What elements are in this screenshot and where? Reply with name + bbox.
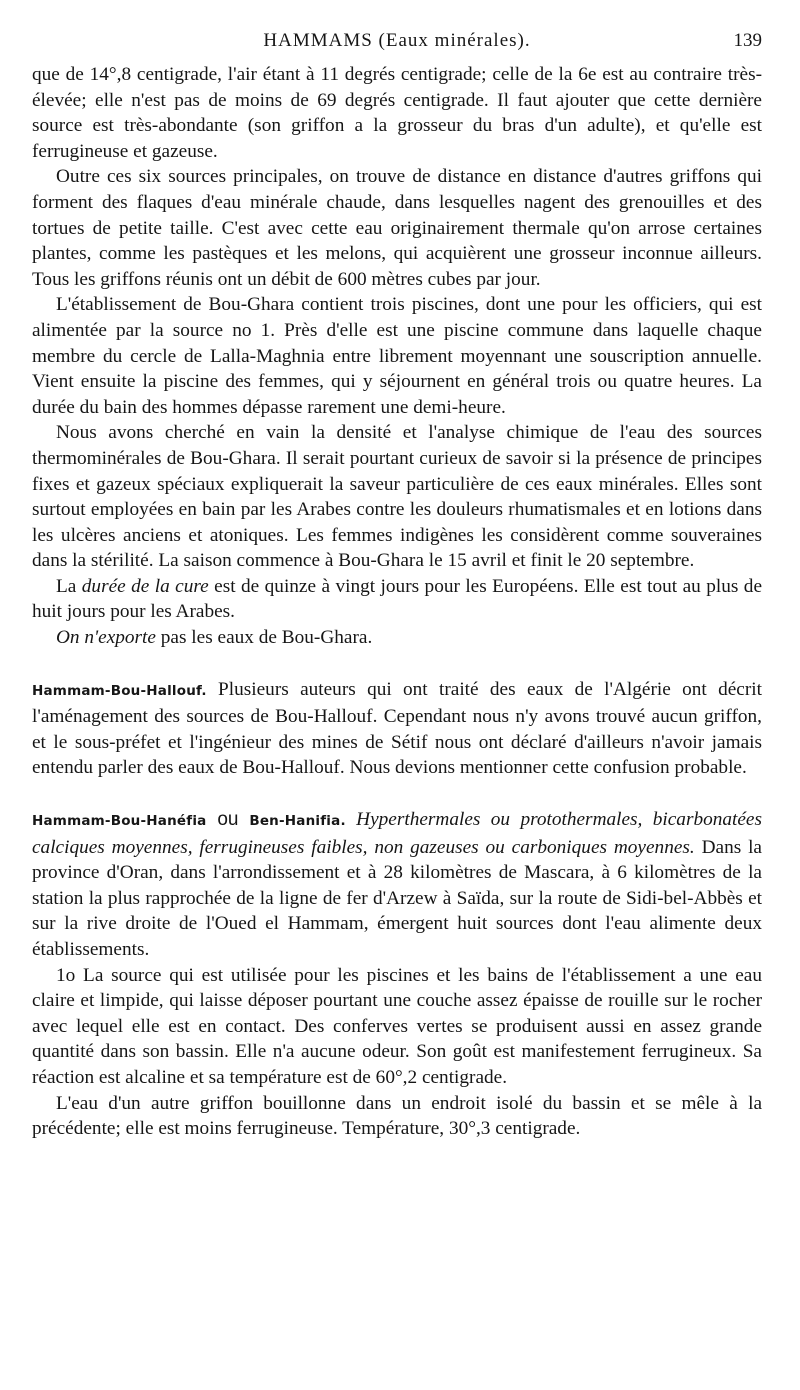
entry-classification: Hyperthermales ou protothermales, bicarbonatées calciques moyennes, ferrugineuses faibles, non gazeuses ou carboniques moyennes. [32, 809, 762, 858]
entry-title-alt: Ben-Hanifia. [249, 813, 346, 830]
paragraph-duree-cure [32, 574, 762, 625]
text-segment: est de quinze à vingt jours pour les Européens. Elle est tout au plus de huit jours pour les Arabes. [32, 575, 762, 623]
paragraph-export [32, 625, 762, 651]
entry-title: Hammam-Bou-Hanéfia [32, 813, 207, 830]
entry-bou-hallouf [32, 677, 762, 781]
entry-title: Hammam-Bou-Hallouf. [32, 682, 207, 699]
paragraph-griffons: Outre ces six sources principales, on trouve de distance en distance d'autres griffons qui forment des flaques d'eau minérale chaude, dans lesquelles nagent des grenouilles et des tortues de petite taille. C'est avec cette eau originairement thermale qu'on arrose certaines plantes, comme les pastèques et les melons, qui acquièrent une grosseur inconnue ailleurs. Tous les griffons réunis ont un débit de 600 mètres cubes par jour. [32, 166, 762, 290]
paragraph-analyse: Nous avons cherché en vain la densité et l'analyse chimique de l'eau des sources thermominérales de Bou-Ghara. Il serait pourtant curieux de savoir si la présence de principes fixes et gazeux spéciaux expliquerait la saveur particulière de ces eaux minérales. Elles sont surtout employées en bain par les Arabes contre les douleurs rhumatismales et en lotions dans les ulcères anciens et atoniques. Les femmes indigènes les considèrent comme souveraines dans la stérilité. La saison commence à Bou-Ghara le 15 avril et finit le 20 septembre. [32, 422, 762, 572]
entry-bou-hanefia [32, 807, 762, 963]
entry-or-word: ou [206, 809, 250, 831]
italic-phrase: On n'exporte [56, 627, 156, 649]
page-header [32, 24, 762, 62]
paragraph-autre-griffon: L'eau d'un autre griffon bouillonne dans un endroit isolé du bassin et se mêle à la précédente; elle est moins ferrugineuse. Température, 30°,3 centigrade. [32, 1092, 762, 1140]
paragraph-source-1: 1o La source qui est utilisée pour les piscines et les bains de l'établissement a une eau claire et limpide, qui laisse déposer pourtant une couche assez épaisse de rouille sur le rocher avec lequel elle est en contact. Des conferves vertes se produisent aussi en assez grande quantité dans son bassin. Elle n'a aucune odeur. Son goût est manifestement ferrugineux. Sa réaction est alcaline et sa température est de 60°,2 centigrade. [32, 964, 762, 1088]
page-number: 139 [733, 30, 762, 51]
italic-phrase: durée de la cure [81, 575, 209, 597]
paragraph-etablissement: L'établissement de Bou-Ghara contient trois piscines, dont une pour les officiers, qui est alimentée par la source no 1. Près d'elle est une piscine commune dans laquelle chaque membre du cercle de Lalla-Maghnia entre librement moyennant une souscription annuelle. Vient ensuite la piscine des femmes, qui y séjournent en général trois ou quatre heures. La durée du bain des hommes dépasse rarement une demi-heure. [32, 294, 762, 418]
section-gap [32, 781, 762, 807]
section-gap [32, 651, 762, 677]
text-segment: La [56, 575, 82, 597]
entry-text: Plusieurs auteurs qui ont traité des eaux de l'Algérie ont décrit l'aménagement des sources de Bou-Hallouf. Cependant nous n'y avons trouvé aucun griffon, et le sous-préfet et l'ingénieur des mines de Sétif nous ont déclaré d'ailleurs n'avoir jamais entendu parler des eaux de Bou-Hallouf. Nous devions mentionner cette confusion probable. [32, 678, 762, 779]
book-page [32, 24, 762, 1142]
entry-text: Dans la province d'Oran, dans l'arrondissement et à 28 kilomètres de Mascara, à 6 kilomètres de la station la plus rapprochée de la ligne de fer d'Arzew à Saïda, sur la route de Sidi-bel-Abbès et sur la rive droite de l'Oued el Hammam, émergent huit sources dont l'eau alimente deux établissements. [32, 836, 762, 960]
paragraph-continuation: que de 14°,8 centigrade, l'air étant à 11 degrés centigrade; celle de la 6e est au contraire très-élevée; elle n'est pas de moins de 69 degrés centigrade. Il faut ajouter que cette dernière source est très-abondante (son griffon a la grosseur du bras d'un adulte), et qu'elle est ferrugineuse et gazeuse. [32, 64, 762, 162]
running-title: HAMMAMS (Eaux minérales). [263, 30, 531, 51]
text-segment: pas les eaux de Bou-Ghara. [155, 627, 373, 649]
